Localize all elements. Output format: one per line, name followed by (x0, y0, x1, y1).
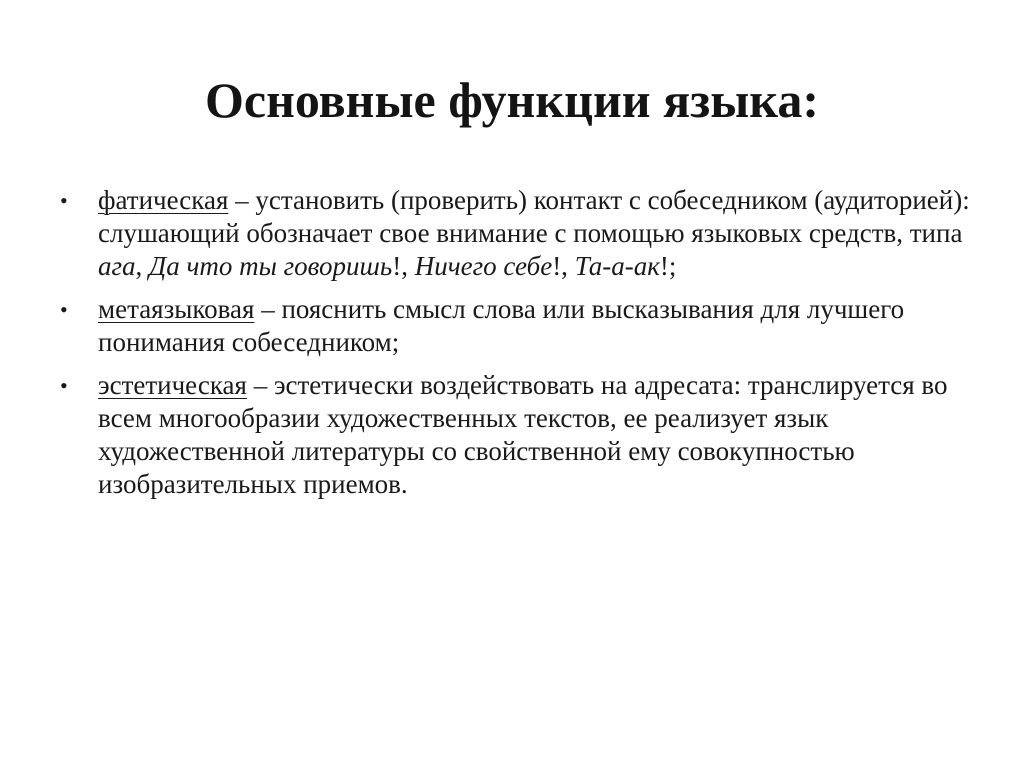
bullet-list (60, 184, 980, 511)
example-nichego-sebe: Ничего себе (414, 251, 553, 281)
phatic-ending: !; (659, 251, 677, 281)
phatic-description: – установить (проверить) контакт с собеседником (аудиторией): слушающий обозначает свое внимание с помощью языковых средств, типа (98, 185, 970, 248)
metalinguistic-description: – пояснить смысл слова или высказывания для лучшего понимания собеседником; (98, 294, 905, 357)
separator: , (135, 251, 150, 281)
separator: !, (552, 251, 575, 281)
bullet-marker: • (60, 373, 68, 398)
bullet-phatic (60, 184, 980, 283)
bullet-marker: • (60, 297, 68, 322)
bullet-aesthetic (60, 369, 980, 501)
term-phatic: фатическая (98, 185, 229, 215)
aesthetic-description: – эстетически воздействовать на адресата: транслируется во всем многообразии художественных текстов, ее реализует язык художественной литературы со свойственной ему совокупностью изобразительных приемов. (98, 370, 948, 499)
bullet-marker: • (60, 188, 68, 213)
example-da-chto-ty-govorish: Да что ты говоришь (149, 251, 393, 281)
term-metalinguistic: метаязыковая (98, 294, 255, 324)
bullet-metalinguistic (60, 293, 980, 359)
term-aesthetic: эстетическая (98, 370, 247, 400)
example-aga: ага (98, 251, 136, 281)
slide-title: Основные функции языка: (205, 72, 819, 128)
separator: !, (392, 251, 415, 281)
example-ta-a-ak: Та-а-ак (574, 251, 660, 281)
